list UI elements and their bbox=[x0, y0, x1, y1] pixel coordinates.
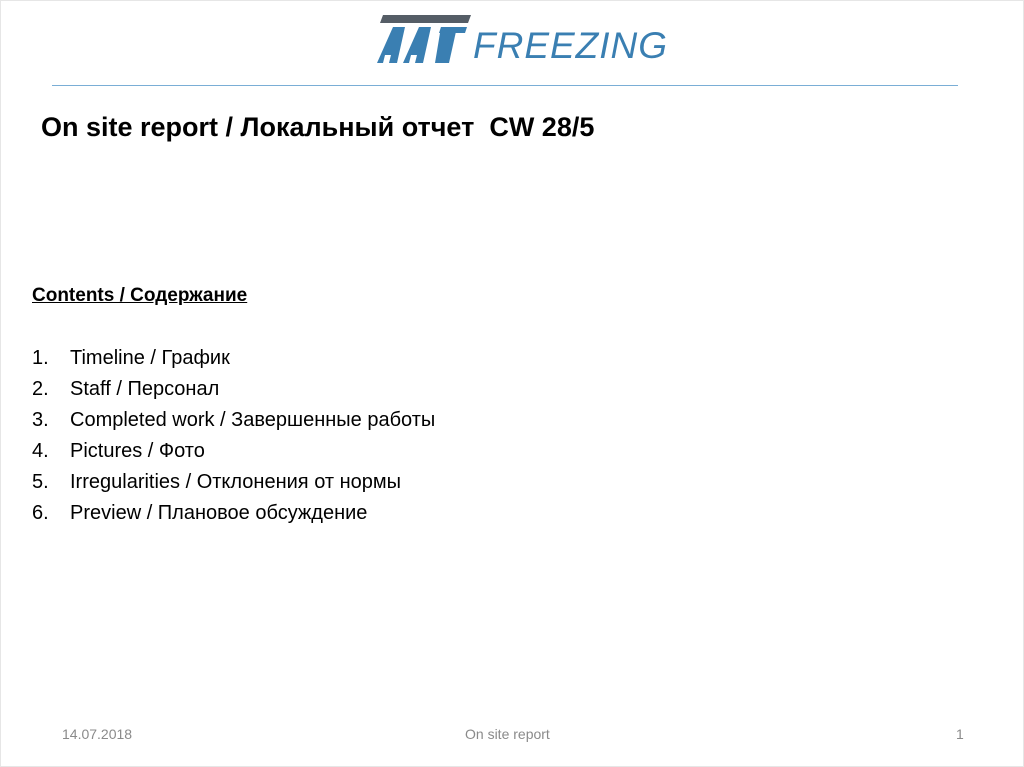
footer-date: 14.07.2018 bbox=[62, 726, 133, 742]
list-item bbox=[32, 374, 435, 405]
list-item-label: Irregularities / Отклонения от нормы bbox=[70, 471, 402, 493]
list-item-label: Preview / Плановое обсуждение bbox=[70, 502, 368, 524]
list-item-number: 1. bbox=[32, 347, 49, 369]
company-logo bbox=[375, 13, 669, 69]
list-item bbox=[32, 467, 435, 498]
list-item-number: 2. bbox=[32, 378, 49, 400]
list-item-number: 6. bbox=[32, 502, 49, 524]
list-item-label: Timeline / График bbox=[70, 347, 230, 369]
page-title: On site report / Локальный отчет CW 28/5 bbox=[41, 112, 595, 142]
logo-wordmark: FREEZING bbox=[473, 25, 669, 66]
list-item-number: 5. bbox=[32, 471, 49, 493]
contents-heading: Contents / Содержание bbox=[32, 285, 248, 306]
list-item-label: Pictures / Фото bbox=[70, 440, 205, 462]
page-number: 1 bbox=[956, 726, 964, 742]
list-item bbox=[32, 405, 435, 436]
header-divider bbox=[52, 85, 958, 86]
list-item-number: 3. bbox=[32, 409, 49, 431]
list-item bbox=[32, 498, 435, 529]
list-item-label: Staff / Персонал bbox=[70, 378, 220, 400]
list-item bbox=[32, 343, 435, 374]
list-item bbox=[32, 436, 435, 467]
list-item-number: 4. bbox=[32, 440, 49, 462]
footer-title: On site report bbox=[465, 726, 550, 742]
contents-list bbox=[32, 343, 435, 529]
aat-logo-mark bbox=[375, 13, 475, 65]
list-item-label: Completed work / Завершенные работы bbox=[70, 409, 436, 431]
